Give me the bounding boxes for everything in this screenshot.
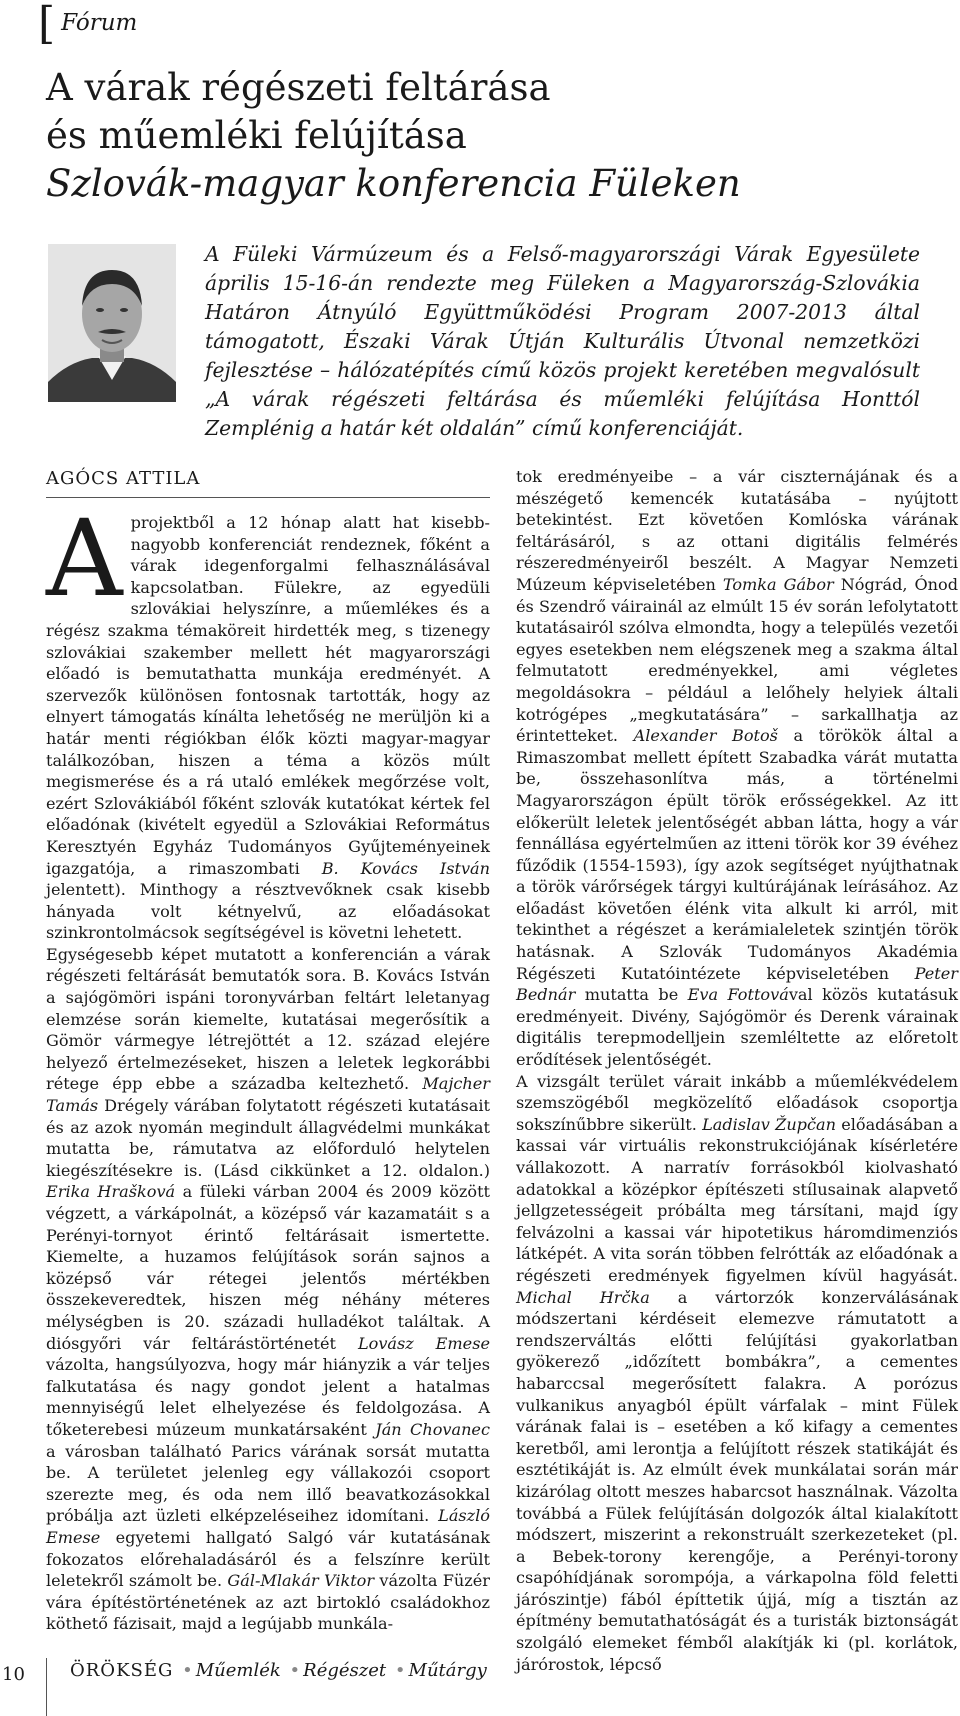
article-subtitle: Szlovák-magyar konferencia Füleken [46, 162, 741, 205]
footer-tag: Műtárgy [408, 1660, 487, 1681]
paragraph: tok eredményeibe – a vár ciszternájának és a mészégető kemencék kutatásába – nyújtott betekintést. Ezt követően Komlóska várának feltárásáról, s az ottani digitális felmérés részeredményeiről beszélt. A Magyar Nemzeti Múzeum képviseletében Tomka Gábor Nógrád, Ónod és Szendrő váirainál az elmúlt 15 év során lefolytatott kutatásairól szólva elmondta, hogy a település vezetői egyes esetekben nem elégszenek meg a szakma által felmutatott eredményekkel, ami végletes megoldásokra – például a lelőhely helyiek általi kotrógépes „megkutatására” – sarkallhatja az érintetteket. Alexander Botoš a törökök által a Rimaszombat mellett épített Szabadka várát mutatta be, összehasonlítva más, a történelmi Magyarországon épült török erősségekkel. Az itt előkerült leletek jelentőségét abban látta, hogy a vár fennállása egyértelműen az itteni török kor 39 évéhez fűződik (1554-1593), így azok segítséget nyújthatnak a török várőrségek tárgyi kultúrájának leírásához. Az előadást követően élénk vita alkult ki arról, mit tekinthet a régészet a kerámialeletek szintjén török hatásnak. A Szlovák Tudományos Akadémia Régészeti Kutatóintézete képviseletében Peter Bednár mutatta be Eva Fottovával közös kutatásuk eredményeit. Divény, Sajógömör és Derenk várainak digitális terepmodelljein szemléltette az előretolt erődítések jelentőségét. [516, 467, 959, 1070]
person-name: Michal Hrčka [516, 1287, 650, 1307]
person-name: B. Kovács István [321, 858, 490, 878]
author-photo [48, 244, 176, 402]
article-lead: A Füleki Vármúzeum és a Felső-magyarországi Várak Egyesülete április 15-16-án rendezte meg Füleken a Magyarország-Szlovákia Határon Átnyúló Együttműködési Program 2007-2013 által támogatott, Északi Várak Útján Kulturális Útvonal nemzetközi fejlesztése – hálózatépítés című közös projekt keretében megvalósult „A várak régészeti feltárása és műemléki felújítása Honttól Zemplénig a határ két oldalán” című konferenciáját. [205, 242, 920, 440]
bullet-separator: • [394, 1660, 406, 1681]
footer-divider [46, 1658, 47, 1716]
title-line-2: és műemléki felújítása [46, 114, 467, 157]
column-right [516, 466, 959, 1674]
footer-publication [70, 1660, 487, 1681]
bracket-mark: [ [38, 0, 56, 49]
person-name: Gál-Mlakár Viktor [227, 1571, 375, 1591]
person-name: László Emese [46, 1506, 490, 1547]
section-name: Fórum [61, 10, 138, 36]
person-name: Ladislav Župčan [702, 1114, 836, 1134]
bullet-separator: • [289, 1660, 301, 1681]
author-byline: AGÓCS ATTILA [46, 468, 490, 498]
portrait-image [48, 244, 176, 402]
person-name: Majcher Tamás [46, 1074, 490, 1116]
paragraph: A vizsgált terület várait inkább a műemlékvédelem szemszögéből megközelítő előadások csoportja sokszínűbbre sikerült. Ladislav Župčan előadásában a kassai vár virtuális rekonstrukciójának kísérletére vállakozott. A narratív forrásokból kiolvasható adatokkal a középkor építészeti stílusainak alapvető jellgzetességeit próbálta meg társítani, majd így felvázolni a kassai vár hipotetikus háromdimenziós látképét. A vita során többen felrótták az előadónak a régészeti eredmények figyelmen kívül hagyását. Michal Hrčka a vártorzók konzerválásának módszertani kérdéseit elemezve rámutatott a rendszerváltás előtti felújítási gyakorlatban gyökerező „időzített bombákra”, a cementes habarccsal megerősített falakra. A porózus vulkanikus anyagból épült várfalak – mint Fülek várának falai is – esetében a kő kifagy a cementes keretből, ami lerontja a felújított részek statikáját és esztétikáját is. Az elmúlt évek munkálatai során már kizárólag oltott meszes habarcsot használnak. Vázolta továbbá a Fülek felújításán dolgozók által kialakított módszert, miszerint a rekonstruált szerkezeteket (pl. a Bebek-torony kerengője, a Perényi-torony csapóhídjának sorompója, a várkapolna föld feletti járószintje) fából építtetik újjá, míg a tisztán az építmény bemutathatóságát és a turisták biztonságát szolgáló elemeket fémből alakítják ki (pl. korlátok, járórostok, lépcső [516, 1071, 959, 1674]
drop-cap: A [46, 497, 123, 620]
footer-tag: Műemlék [195, 1660, 281, 1681]
person-name: Erika Hrašková [46, 1182, 176, 1202]
person-name: Peter Bednár [516, 963, 958, 1005]
paragraph: Egységesebb képet mutatott a konferencián a várak régészeti feltárását bemutatók sora. B. Kovács István a sajógömöri ispáni toronyvárban feltárt leletanyag elemzése során kiemelte, kutatásai megerősítik a Gömör vármegye létrejöttét a 12. század elejére helyező értelmezéseket, hiszen a leletek legkorábbi rétege épp ebbe a századba keltezhető. Majcher Tamás Drégely várában folytatott régészeti kutatásait és az azok nyomán megindult állagvédelmi munkákat mutatta be, rámutatva az előforduló helytelen kiegészítésekre is. (Lásd cikkünket a 12. oldalon.) Erika Hrašková a füleki várban 2004 és 2009 között végzett, a várkápolnát, a középső vár kazamatáit s a Perényi-tornyot érintő feltárásait ismertette. Kiemelte, a huzamos felújítások során sajnos a középső vár rétegei jelentős mértékben összekeveredtek, hiszen még néhány méteres mélységben is 20. századi hulladékot találtak. A diósgyőri vár feltárástörténetét Lovász Emese vázolta, hangsúlyozva, hogy már hiányzik a vár teljes falkutatása és nagy gondot jelent a hatalmas mennyiségű lelet elhelyezése és feldolgozása. A tőketerebesi múzeum munkatársaként Ján Chovanec a városban található Parics várának sorsát mutatta be. A területet jelenleg egy vállakozói csoport szerezte meg, és oda nem illő beavatkozásokkal próbálja azt üzleti elképzeléseihez idomítani. László Emese egyetemi hallgató Salgó vár kutatásának fokozatos előrehaladásáról és a felszínre került leletekről számolt be. Gál-Mlakár Viktor vázolta Füzér vára építéstörténetének az azt birtokló családokhoz köthető fázisait, majd a legújabb munkála- [46, 944, 491, 1634]
person-name: Eva Fottová [687, 985, 789, 1005]
bullet-separator: • [182, 1660, 193, 1681]
section-label [38, 0, 138, 49]
person-name: Ján Chovanec [375, 1419, 490, 1439]
article-title [46, 64, 906, 208]
person-name: Alexander Botoš [633, 726, 778, 746]
person-name: Lovász Emese [357, 1333, 490, 1353]
publication-name: ÖRÖKSÉG [70, 1660, 174, 1681]
paragraph: Aprojektből a 12 hónap alatt hat kisebb-nagyobb konferenciát rendeznek, főként a várak idegenforgalmi felhasználásával kapcsolatban. Fülekre, az egyedüli szlovákiai helyszínre, a műemlékes és a régész szakma témaköreit hirdették meg, s tizenegy szlovákiai szakember mellett hét magyarországi előadó is bemutathatta munkája eredményét. A szervezők különösen fontosnak tartották, hogy az elnyert támogatás kínálta lehetőség ne merüljön ki a határ menti régiókban élők közti magyar-magyar találkozóban, hiszen a téma a közös múlt megismerése és a rá utaló emlékek megőrzése volt, ezért Szlovákiából főként szlovák kutatókat kértek fel előadónak (kivételt egyedül a Szlovákiai Református Keresztyén Egyház Tudományos Gyűjteményeinek igazgatója, a rimaszombati B. Kovács István jelentett). Minthogy a résztvevőknek csak kisebb hányada volt kétnyelvű, az előadásokat szinkrontolmácsok segítségével is követni lehetett. [46, 497, 490, 943]
footer-tag: Régészet [303, 1660, 387, 1681]
page-number: 10 [2, 1664, 25, 1685]
column-left [46, 497, 491, 1638]
person-name: Tomka Gábor [722, 574, 834, 594]
title-line-1: A várak régészeti feltárása [46, 66, 551, 109]
